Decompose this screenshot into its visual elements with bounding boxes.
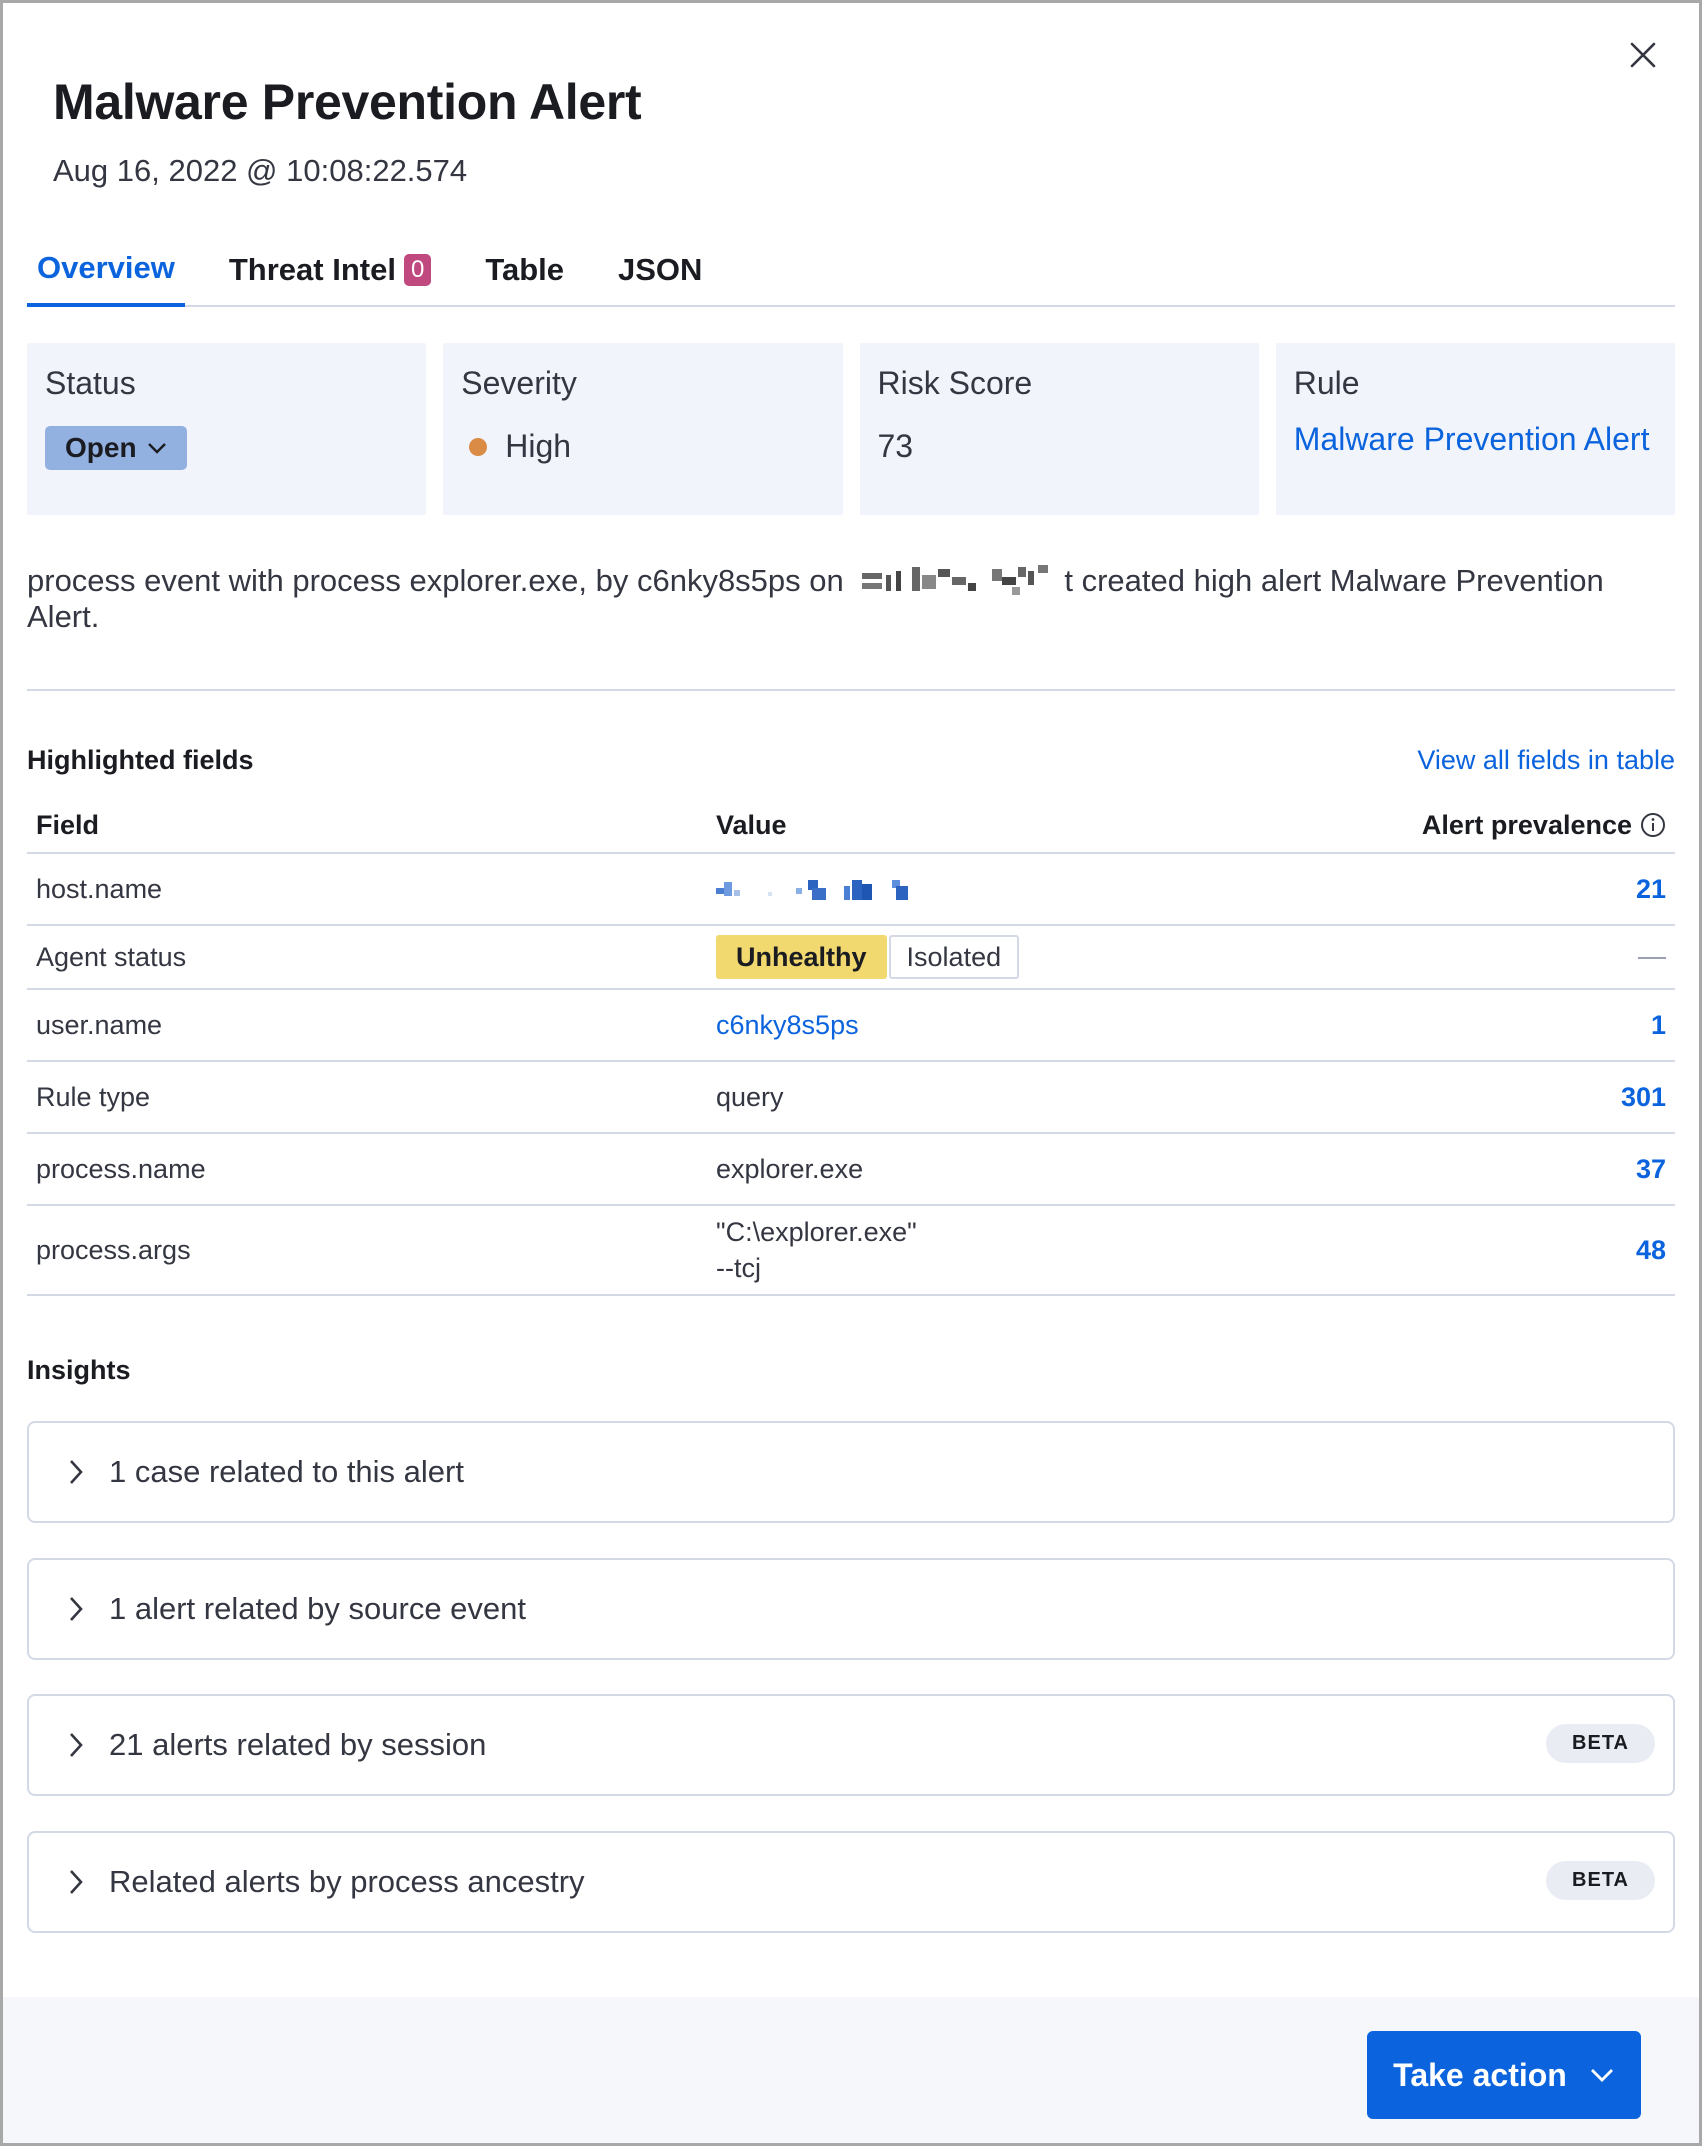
divider bbox=[27, 689, 1675, 691]
agent-isolated-badge: Isolated bbox=[889, 935, 1020, 979]
severity-value: High bbox=[505, 428, 572, 464]
view-all-fields-link[interactable]: View all fields in table bbox=[1417, 745, 1675, 775]
field-name: user.name bbox=[27, 989, 707, 1061]
tab-label: Table bbox=[485, 252, 564, 287]
insight-label: 21 alerts related by session bbox=[109, 1727, 487, 1762]
flyout-header bbox=[53, 73, 641, 189]
severity-card bbox=[443, 343, 842, 515]
agent-unhealthy-badge: Unhealthy bbox=[716, 935, 887, 979]
status-card bbox=[27, 343, 426, 515]
prevalence-header-label: Alert prevalence bbox=[1421, 810, 1632, 840]
severity-label: Severity bbox=[461, 365, 577, 401]
column-header-field: Field bbox=[27, 799, 707, 853]
redacted-host-name bbox=[852, 563, 1064, 597]
field-value bbox=[707, 989, 1347, 1061]
risk-score-card bbox=[860, 343, 1259, 515]
chevron-right-icon bbox=[63, 1728, 89, 1762]
field-value: query bbox=[707, 1061, 1347, 1133]
tab-overview[interactable] bbox=[27, 233, 185, 307]
info-icon[interactable] bbox=[1640, 812, 1666, 838]
alert-prevalence bbox=[1347, 1205, 1675, 1295]
table-row bbox=[27, 853, 1675, 925]
tab-table[interactable] bbox=[475, 233, 574, 307]
field-value: explorer.exe bbox=[707, 1133, 1347, 1205]
column-header-value: Value bbox=[707, 799, 1347, 853]
tab-label: Overview bbox=[37, 250, 175, 285]
alert-prevalence bbox=[1347, 925, 1675, 989]
field-value bbox=[707, 1205, 1347, 1295]
close-icon bbox=[1630, 42, 1656, 68]
tab-bar bbox=[27, 233, 1675, 307]
status-label: Status bbox=[45, 365, 136, 401]
highlighted-fields-table bbox=[27, 799, 1675, 1296]
prevalence-link[interactable]: 37 bbox=[1635, 1153, 1666, 1184]
field-name: Agent status bbox=[27, 925, 707, 989]
field-name: process.name bbox=[27, 1133, 707, 1205]
rule-label: Rule bbox=[1293, 365, 1360, 401]
field-name: host.name bbox=[27, 853, 707, 925]
prevalence-link[interactable]: 21 bbox=[1635, 873, 1666, 904]
alert-timestamp: Aug 16, 2022 @ 10:08:22.574 bbox=[53, 153, 468, 188]
alert-prevalence bbox=[1347, 1133, 1675, 1205]
rule-card bbox=[1276, 343, 1675, 515]
risk-score-label: Risk Score bbox=[877, 365, 1033, 401]
user-name-link[interactable]: c6nky8s5ps bbox=[716, 1009, 859, 1040]
process-args-line: "C:\explorer.exe" bbox=[716, 1217, 917, 1247]
close-button[interactable] bbox=[1623, 35, 1663, 75]
prevalence-link[interactable]: 1 bbox=[1650, 1009, 1666, 1040]
threat-intel-count-badge: 0 bbox=[404, 254, 431, 286]
insight-related-source-event[interactable] bbox=[27, 1558, 1675, 1660]
table-row bbox=[27, 1205, 1675, 1295]
insight-label: 1 case related to this alert bbox=[109, 1454, 464, 1489]
page-title: Malware Prevention Alert bbox=[53, 74, 642, 130]
highlighted-fields-header bbox=[27, 745, 1675, 776]
beta-badge: BETA bbox=[1546, 1861, 1655, 1900]
insight-related-session[interactable] bbox=[27, 1694, 1675, 1796]
reason-text-start: process event with process explorer.exe, by c6nky8s5ps on bbox=[27, 563, 853, 598]
alert-reason bbox=[27, 563, 1675, 635]
tab-label: JSON bbox=[618, 252, 703, 287]
beta-badge: BETA bbox=[1546, 1724, 1655, 1763]
field-name: Rule type bbox=[27, 1061, 707, 1133]
status-value: Open bbox=[65, 432, 137, 463]
process-args-line: --tcj bbox=[716, 1253, 761, 1283]
chevron-right-icon bbox=[63, 1865, 89, 1899]
chevron-right-icon bbox=[63, 1592, 89, 1626]
empty-value-dash bbox=[1638, 957, 1666, 959]
highlighted-fields-title: Highlighted fields bbox=[27, 745, 254, 775]
severity-dot-icon bbox=[469, 438, 487, 456]
risk-score-value: 73 bbox=[877, 428, 914, 464]
prevalence-link[interactable]: 301 bbox=[1620, 1081, 1666, 1112]
reason-text-end: t created high alert Malware Prevention Alert. bbox=[27, 563, 1604, 634]
insight-label: 1 alert related by source event bbox=[109, 1591, 527, 1626]
alert-prevalence bbox=[1347, 1061, 1675, 1133]
table-row bbox=[27, 989, 1675, 1061]
insight-related-cases[interactable] bbox=[27, 1421, 1675, 1523]
alert-summary bbox=[27, 343, 1675, 515]
take-action-button[interactable] bbox=[1367, 2031, 1641, 2119]
severity-value-row bbox=[461, 428, 824, 465]
chevron-down-icon bbox=[1589, 2067, 1615, 2083]
table-row bbox=[27, 1061, 1675, 1133]
field-value bbox=[707, 853, 1347, 925]
chevron-down-icon bbox=[147, 441, 167, 455]
table-row bbox=[27, 925, 1675, 989]
redacted-host-name[interactable] bbox=[716, 878, 916, 902]
rule-link[interactable]: Malware Prevention Alert bbox=[1293, 421, 1650, 457]
take-action-label: Take action bbox=[1393, 2056, 1567, 2093]
field-name: process.args bbox=[27, 1205, 707, 1295]
table-row bbox=[27, 1133, 1675, 1205]
field-value bbox=[707, 925, 1347, 989]
alert-prevalence bbox=[1347, 853, 1675, 925]
tab-json[interactable] bbox=[608, 233, 712, 307]
table-header-row bbox=[27, 799, 1675, 853]
alert-prevalence bbox=[1347, 989, 1675, 1061]
insight-label: Related alerts by process ancestry bbox=[109, 1864, 585, 1899]
flyout-footer bbox=[3, 1997, 1699, 2143]
status-dropdown-button[interactable] bbox=[45, 426, 187, 470]
tab-label: Threat Intel bbox=[228, 252, 396, 287]
chevron-right-icon bbox=[63, 1455, 89, 1489]
insights-title: Insights bbox=[27, 1355, 131, 1385]
prevalence-link[interactable]: 48 bbox=[1635, 1234, 1666, 1265]
insight-related-process-ancestry[interactable] bbox=[27, 1831, 1675, 1933]
column-header-prevalence bbox=[1347, 799, 1675, 853]
tab-threat-intel[interactable] bbox=[219, 233, 441, 307]
